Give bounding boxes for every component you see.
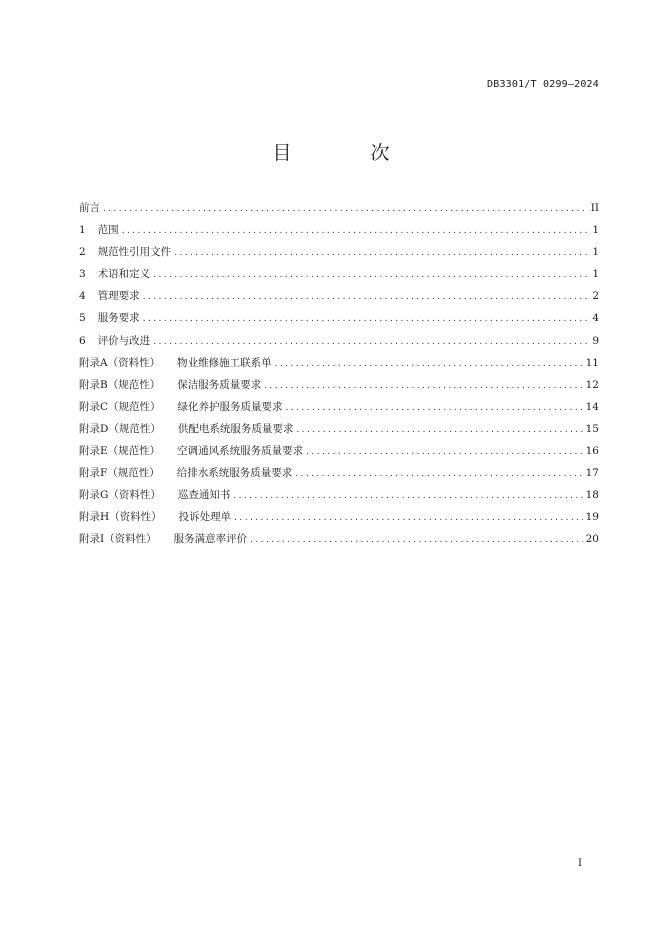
toc-entry[interactable] [79, 222, 599, 244]
toc-leader-dots [286, 403, 583, 413]
toc-entry[interactable] [79, 443, 599, 465]
toc-entry-label: 给排水系统服务质量要求 [176, 467, 293, 480]
toc-entry[interactable] [79, 355, 599, 377]
toc-entry[interactable] [79, 266, 599, 288]
toc-entry-label: 巡查通知书 [177, 489, 231, 502]
toc-entry-label: 评价与改进 [97, 334, 151, 347]
toc-entry-label: 投诉处理单 [178, 511, 232, 524]
toc-entry-label: 空调通风系统服务质量要求 [177, 445, 304, 458]
toc-leader-dots [250, 535, 582, 545]
toc-entry-number: 4 [79, 290, 86, 303]
toc-entry-label: 保洁服务质量要求 [177, 378, 262, 391]
toc-entry-page: 16 [585, 445, 599, 458]
toc-entry-number: 附录G（资料性） [79, 489, 161, 502]
toc-entry-number: 1 [79, 224, 86, 237]
toc-leader-dots [296, 425, 582, 435]
toc-leader-dots [143, 292, 590, 302]
toc-leader-dots [103, 204, 588, 214]
toc-leader-dots [233, 491, 582, 501]
toc-entry[interactable] [79, 244, 599, 266]
toc-entry-label: 术语和定义 [97, 268, 151, 281]
toc-entry-number: 3 [79, 268, 86, 281]
toc-entry-number: 附录E（规范性） [79, 445, 161, 458]
toc-entry-page: 12 [585, 378, 599, 391]
toc-entry[interactable] [79, 333, 599, 355]
toc-entry-label: 物业维修施工联系单 [177, 356, 272, 369]
toc-leader-dots [153, 270, 589, 280]
toc-leader-dots [295, 469, 582, 479]
toc-entry-number: 附录H（资料性） [79, 511, 162, 524]
toc-entry-label: 范围 [97, 224, 119, 237]
toc-entry-page: 11 [585, 356, 599, 369]
toc-entry[interactable] [79, 399, 599, 421]
toc-entry-number: 附录D（规范性） [79, 422, 161, 435]
toc-entry-page: 15 [585, 422, 599, 435]
page-title: 目 次 [272, 142, 420, 164]
toc-entry-page: 9 [592, 334, 599, 347]
toc-entry-number: 6 [79, 334, 86, 347]
table-of-contents [79, 200, 599, 554]
toc-entry-number: 2 [79, 246, 86, 259]
toc-entry-number: 附录I（资料性） [79, 533, 157, 546]
toc-entry-label: 服务满意率评价 [173, 533, 248, 546]
toc-entry-page: 19 [585, 511, 599, 524]
toc-entry[interactable] [79, 310, 599, 332]
toc-entry-number: 5 [79, 312, 86, 325]
document-code: DB3301/T 0299—2024 [487, 79, 599, 90]
toc-entry-label: 规范性引用文件 [97, 246, 172, 259]
toc-entry-page: 18 [585, 489, 599, 502]
toc-entry-number: 附录F（规范性） [79, 467, 160, 480]
toc-leader-dots [306, 447, 582, 457]
toc-leader-dots [264, 381, 582, 391]
toc-leader-dots [153, 337, 589, 347]
toc-entry-page: 17 [585, 467, 599, 480]
toc-entry-page: II [590, 202, 599, 214]
toc-entry-number: 附录C（规范性） [79, 400, 161, 413]
toc-entry[interactable] [79, 200, 599, 222]
toc-entry[interactable] [79, 421, 599, 443]
toc-entry-label: 供配电系统服务质量要求 [177, 422, 294, 435]
toc-entry-page: 1 [592, 268, 599, 281]
toc-entry-label: 前言 [79, 202, 100, 214]
toc-entry-page: 1 [592, 224, 599, 237]
toc-entry-number: 附录A（资料性） [79, 356, 161, 369]
toc-entry-label: 服务要求 [97, 312, 140, 325]
toc-entry-page: 1 [592, 246, 599, 259]
toc-entry[interactable] [79, 531, 599, 553]
toc-leader-dots [174, 248, 589, 258]
toc-entry-label: 管理要求 [97, 290, 140, 303]
page-number: I [578, 858, 582, 869]
toc-entry-number: 附录B（规范性） [79, 378, 161, 391]
toc-leader-dots [143, 314, 590, 324]
toc-entry[interactable] [79, 465, 599, 487]
toc-leader-dots [122, 226, 590, 236]
toc-entry[interactable] [79, 377, 599, 399]
toc-entry-page: 14 [585, 400, 599, 413]
toc-leader-dots [234, 513, 582, 523]
toc-entry[interactable] [79, 487, 599, 509]
toc-entry[interactable] [79, 509, 599, 531]
toc-entry-page: 2 [592, 290, 599, 303]
toc-entry-page: 4 [592, 312, 599, 325]
toc-entry[interactable] [79, 288, 599, 310]
toc-leader-dots [275, 359, 583, 369]
toc-entry-page: 20 [585, 533, 599, 546]
toc-entry-label: 绿化养护服务质量要求 [177, 400, 283, 413]
